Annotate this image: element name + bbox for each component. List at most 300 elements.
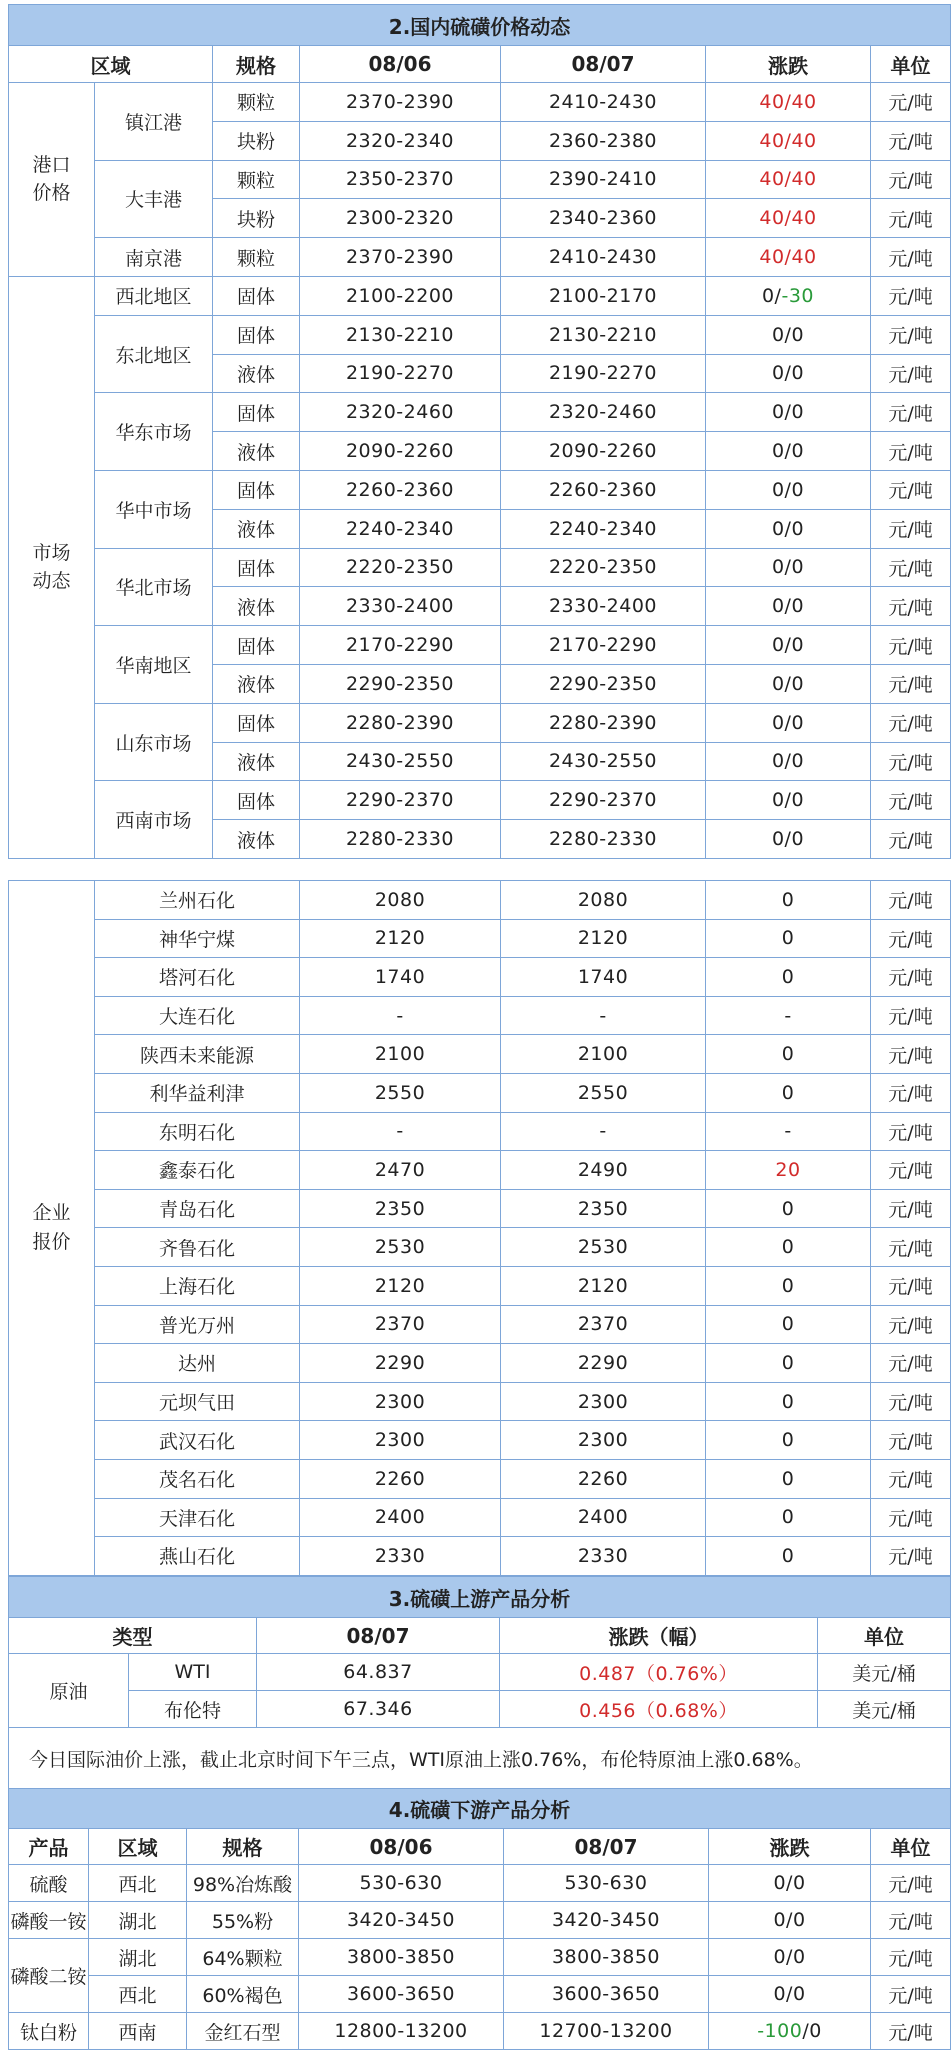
price-unit: 元/吨 [871, 703, 951, 742]
price-unit: 元/吨 [871, 1344, 951, 1383]
price-date-2: 2550 [501, 1073, 706, 1112]
table-row [9, 881, 951, 920]
table-row [9, 315, 951, 354]
table-row [9, 919, 951, 958]
product-spec: 60%褐色 [187, 1976, 299, 2013]
price-change: 20 [706, 1151, 871, 1190]
enterprise-name: 上海石化 [95, 1266, 300, 1305]
price-date-1: 2300 [300, 1421, 501, 1460]
price-change: 0 [706, 1382, 871, 1421]
price-date-2: 2400 [501, 1498, 706, 1537]
enterprise-quote-label: 企业 报价 [9, 881, 95, 1576]
enterprise-name: 齐鲁石化 [95, 1228, 300, 1267]
price-date-2: 2190-2270 [501, 354, 706, 393]
price-unit: 元/吨 [871, 1305, 951, 1344]
product-name: 磷酸一铵 [9, 1902, 89, 1939]
header-unit: 单位 [871, 46, 951, 83]
enterprise-name: 塔河石化 [95, 958, 300, 997]
table-row [9, 1305, 951, 1344]
price-change: 0 [706, 1035, 871, 1074]
price-date-2: 3800-3850 [504, 1939, 709, 1976]
table-row [9, 1344, 951, 1383]
product-spec: 64%颗粒 [187, 1939, 299, 1976]
enterprise-name: 鑫泰石化 [95, 1151, 300, 1190]
price-change: 0/0 [706, 820, 871, 859]
price-unit: 元/吨 [871, 881, 951, 920]
price-unit: 元/吨 [871, 1939, 951, 1976]
price-change: 0 [706, 1228, 871, 1267]
price-unit: 元/吨 [871, 1498, 951, 1537]
product-name: 硫酸 [9, 1865, 89, 1902]
table-row [9, 1382, 951, 1421]
price-date-1: 2290 [300, 1344, 501, 1383]
price-change: 0 [706, 958, 871, 997]
header-product: 产品 [9, 1829, 89, 1865]
price-date-2: 2290-2350 [501, 664, 706, 703]
price-date-1: 2370-2390 [300, 83, 501, 122]
port-price-label: 港口 价格 [9, 83, 95, 277]
price-unit: 元/吨 [871, 1073, 951, 1112]
price-change: 0/0 [709, 1902, 871, 1939]
price-date-2: 2280-2330 [501, 820, 706, 859]
table-row [9, 470, 951, 509]
price-date-1: 2240-2340 [300, 509, 501, 548]
enterprise-name: 天津石化 [95, 1498, 300, 1537]
price-unit: 元/吨 [871, 2013, 951, 2050]
header-change: 涨跌 [706, 46, 871, 83]
spec-cell: 块粉 [213, 199, 300, 238]
price-unit: 元/吨 [871, 276, 951, 315]
market-trend-label: 市场 动态 [9, 276, 95, 858]
price-change: 0/0 [706, 315, 871, 354]
row-name: 布伦特 [129, 1691, 257, 1728]
price-date-2: 2330 [501, 1537, 706, 1576]
spec-cell: 固体 [213, 315, 300, 354]
price-unit: 元/吨 [871, 199, 951, 238]
price-date-2: 2530 [501, 1228, 706, 1267]
price-unit: 元/吨 [871, 1266, 951, 1305]
price-date-2: 2280-2390 [501, 703, 706, 742]
row-name: WTI [129, 1654, 257, 1691]
table-row [9, 1498, 951, 1537]
table-row [9, 958, 951, 997]
price-unit: 元/吨 [871, 1382, 951, 1421]
price-date-1: 2090-2260 [300, 432, 501, 471]
price-date-2: 1740 [501, 958, 706, 997]
header-unit: 单位 [818, 1618, 951, 1654]
price-date-1: 2170-2290 [300, 626, 501, 665]
table-row [9, 276, 951, 315]
price-date-1: 12800-13200 [299, 2013, 504, 2050]
price-date-1: 2260-2360 [300, 470, 501, 509]
header-date-2: 08/07 [504, 1829, 709, 1865]
spec-cell: 固体 [213, 626, 300, 665]
price-date-2: 2320-2460 [501, 393, 706, 432]
price-date-2: 2350 [501, 1189, 706, 1228]
price-change: 0 [706, 881, 871, 920]
price-date-2: 2120 [501, 919, 706, 958]
price-change: 0/0 [709, 1939, 871, 1976]
price-date-2: 2290 [501, 1344, 706, 1383]
table-row [9, 160, 951, 199]
enterprise-name: 武汉石化 [95, 1421, 300, 1460]
spec-cell: 颗粒 [213, 160, 300, 199]
price-date-1: 2280-2330 [300, 820, 501, 859]
enterprise-name: 东明石化 [95, 1112, 300, 1151]
table-row [9, 1459, 951, 1498]
price-date-2: 2100 [501, 1035, 706, 1074]
price-date-1: 2100 [300, 1035, 501, 1074]
upstream-product-table [8, 1576, 951, 1790]
price-change: 0 [706, 919, 871, 958]
spec-cell: 固体 [213, 781, 300, 820]
price-unit: 元/吨 [871, 1421, 951, 1460]
price-date-2: - [501, 996, 706, 1035]
table-row [9, 393, 951, 432]
price-change: 40/40 [706, 121, 871, 160]
price-unit: 元/吨 [871, 996, 951, 1035]
header-spec: 规格 [187, 1829, 299, 1865]
price-date-1: 2320-2460 [300, 393, 501, 432]
location-name: 大丰港 [95, 160, 213, 238]
location-name: 华东市场 [95, 393, 213, 471]
price-date-1: 2470 [300, 1151, 501, 1190]
spec-cell: 液体 [213, 509, 300, 548]
price-date-2: 2100-2170 [501, 276, 706, 315]
spec-cell: 液体 [213, 432, 300, 471]
spec-cell: 固体 [213, 703, 300, 742]
price-change: 0/0 [706, 509, 871, 548]
header-change: 涨跌 [709, 1829, 871, 1865]
spec-cell: 颗粒 [213, 83, 300, 122]
spec-cell: 液体 [213, 664, 300, 703]
price-change-down: -100 [757, 2020, 803, 2042]
enterprise-name: 青岛石化 [95, 1189, 300, 1228]
price-date-2: 3420-3450 [504, 1902, 709, 1939]
enterprise-name: 茂名石化 [95, 1459, 300, 1498]
price-unit: 元/吨 [871, 121, 951, 160]
price-change: 0 [706, 1266, 871, 1305]
price-unit: 元/吨 [871, 664, 951, 703]
price-change: 0/0 [706, 393, 871, 432]
price-unit: 元/吨 [871, 1902, 951, 1939]
enterprise-name: 陕西未来能源 [95, 1035, 300, 1074]
price-date-1: 3600-3650 [299, 1976, 504, 2013]
price-change [706, 276, 871, 315]
price-unit: 元/吨 [871, 83, 951, 122]
enterprise-name: 普光万州 [95, 1305, 300, 1344]
price-date-2: 2220-2350 [501, 548, 706, 587]
price-unit: 元/吨 [871, 548, 951, 587]
price-date-1: 3420-3450 [299, 1902, 504, 1939]
price-date-2: 2300 [501, 1382, 706, 1421]
price-date-2: 2120 [501, 1266, 706, 1305]
price-change [709, 2013, 871, 2050]
table-row [9, 1035, 951, 1074]
price-change: 0/0 [709, 1865, 871, 1902]
spec-cell: 颗粒 [213, 238, 300, 277]
price-date-2: 2360-2380 [501, 121, 706, 160]
price-change: 0/0 [706, 587, 871, 626]
table-row [9, 1112, 951, 1151]
product-region: 西南 [89, 2013, 187, 2050]
price-date-2: 2090-2260 [501, 432, 706, 471]
price-date-1: 2320-2340 [300, 121, 501, 160]
price-date-1: - [300, 996, 501, 1035]
price-change: - [706, 1112, 871, 1151]
enterprise-name: 达州 [95, 1344, 300, 1383]
price-date-1: 2290-2370 [300, 781, 501, 820]
product-name: 钛白粉 [9, 2013, 89, 2050]
price-date-2: 3600-3650 [504, 1976, 709, 2013]
price-unit: 元/吨 [871, 509, 951, 548]
price-date-1: 2330 [300, 1537, 501, 1576]
table-row [9, 781, 951, 820]
product-region: 西北 [89, 1976, 187, 2013]
price-date-1: 2120 [300, 1266, 501, 1305]
row-value: 64.837 [257, 1654, 500, 1691]
enterprise-name: 燕山石化 [95, 1537, 300, 1576]
price-date-1: - [300, 1112, 501, 1151]
location-name: 南京港 [95, 238, 213, 277]
price-date-1: 2190-2270 [300, 354, 501, 393]
price-change: 0/0 [706, 354, 871, 393]
price-date-2: 12700-13200 [504, 2013, 709, 2050]
price-date-1: 3800-3850 [299, 1939, 504, 1976]
price-date-1: 2280-2390 [300, 703, 501, 742]
price-date-1: 2370 [300, 1305, 501, 1344]
price-change: 0 [706, 1421, 871, 1460]
price-unit: 元/吨 [871, 470, 951, 509]
table-row [9, 1421, 951, 1460]
product-spec: 金红石型 [187, 2013, 299, 2050]
product-region: 湖北 [89, 1902, 187, 1939]
spec-cell: 液体 [213, 587, 300, 626]
row-unit: 美元/桶 [818, 1691, 951, 1728]
table-row [9, 1151, 951, 1190]
enterprise-name: 元坝气田 [95, 1382, 300, 1421]
spec-cell: 固体 [213, 548, 300, 587]
price-unit: 元/吨 [871, 1151, 951, 1190]
price-date-1: 2290-2350 [300, 664, 501, 703]
spec-cell: 块粉 [213, 121, 300, 160]
enterprise-quote-table [8, 880, 951, 1576]
price-change: 0 [706, 1305, 871, 1344]
price-unit: 元/吨 [871, 1459, 951, 1498]
price-date-1: 2220-2350 [300, 548, 501, 587]
price-unit: 元/吨 [871, 393, 951, 432]
price-unit: 元/吨 [871, 1112, 951, 1151]
price-date-2: 2260-2360 [501, 470, 706, 509]
price-date-1: 2260 [300, 1459, 501, 1498]
price-change: 0/0 [706, 703, 871, 742]
price-change: 0/0 [709, 1976, 871, 2013]
price-date-1: 2350-2370 [300, 160, 501, 199]
price-unit: 元/吨 [871, 1228, 951, 1267]
price-date-1: 2100-2200 [300, 276, 501, 315]
table-row [9, 1266, 951, 1305]
enterprise-name: 神华宁煤 [95, 919, 300, 958]
spec-cell: 液体 [213, 354, 300, 393]
price-date-2: 2240-2340 [501, 509, 706, 548]
header-change-range: 涨跌（幅） [500, 1618, 818, 1654]
product-spec: 98%冶炼酸 [187, 1865, 299, 1902]
price-date-1: 2080 [300, 881, 501, 920]
market-note: 今日国际油价上涨，截止北京时间下午三点，WTI原油上涨0.76%，布伦特原油上涨0.68%。 [9, 1728, 951, 1790]
price-change: 0/0 [706, 781, 871, 820]
price-date-2: 2340-2360 [501, 199, 706, 238]
price-date-2: 2430-2550 [501, 742, 706, 781]
table-row [9, 238, 951, 277]
header-date-2: 08/07 [501, 46, 706, 83]
row-unit: 美元/桶 [818, 1654, 951, 1691]
location-name: 镇江港 [95, 83, 213, 161]
price-unit: 元/吨 [871, 781, 951, 820]
price-date-1: 2300-2320 [300, 199, 501, 238]
header-date-1: 08/06 [299, 1829, 504, 1865]
price-unit: 元/吨 [871, 1976, 951, 2013]
price-date-2: 2390-2410 [501, 160, 706, 199]
price-date-1: 2350 [300, 1189, 501, 1228]
price-change: - [706, 996, 871, 1035]
table-row [9, 626, 951, 665]
price-change: 40/40 [706, 199, 871, 238]
price-change: 0/0 [706, 470, 871, 509]
price-date-1: 2400 [300, 1498, 501, 1537]
price-date-1: 530-630 [299, 1865, 504, 1902]
enterprise-name: 兰州石化 [95, 881, 300, 920]
row-change: 0.487（0.76%） [500, 1654, 818, 1691]
spec-cell: 固体 [213, 393, 300, 432]
price-change: 40/40 [706, 83, 871, 122]
price-unit: 元/吨 [871, 1189, 951, 1228]
price-change: 40/40 [706, 238, 871, 277]
table-row [9, 548, 951, 587]
section-4-title: 4.硫磺下游产品分析 [9, 1789, 951, 1829]
location-name: 西北地区 [95, 276, 213, 315]
price-change-part: 0/ [761, 284, 782, 307]
spec-cell: 液体 [213, 820, 300, 859]
spec-cell: 固体 [213, 276, 300, 315]
table-row [9, 1189, 951, 1228]
price-date-2: 530-630 [504, 1865, 709, 1902]
table-row [9, 1228, 951, 1267]
price-date-1: 2300 [300, 1382, 501, 1421]
product-region: 湖北 [89, 1939, 187, 1976]
price-date-2: 2290-2370 [501, 781, 706, 820]
location-name: 山东市场 [95, 703, 213, 781]
price-date-2: 2490 [501, 1151, 706, 1190]
price-unit: 元/吨 [871, 626, 951, 665]
price-unit: 元/吨 [871, 919, 951, 958]
price-unit: 元/吨 [871, 238, 951, 277]
price-unit: 元/吨 [871, 160, 951, 199]
price-date-2: 2260 [501, 1459, 706, 1498]
price-date-2: 2170-2290 [501, 626, 706, 665]
table-row [9, 83, 951, 122]
price-date-1: 2130-2210 [300, 315, 501, 354]
price-unit: 元/吨 [871, 354, 951, 393]
domestic-sulfur-price-table [8, 4, 951, 859]
price-unit: 元/吨 [871, 1537, 951, 1576]
price-change: 0 [706, 1073, 871, 1112]
header-date-1: 08/06 [300, 46, 501, 83]
product-name: 磷酸二铵 [9, 1939, 89, 2013]
price-change: 0/0 [706, 548, 871, 587]
crude-oil-label: 原油 [9, 1654, 129, 1728]
table-row [9, 1537, 951, 1576]
price-date-2: 2410-2430 [501, 238, 706, 277]
price-date-1: 2120 [300, 919, 501, 958]
price-unit: 元/吨 [871, 315, 951, 354]
row-value: 67.346 [257, 1691, 500, 1728]
table-row [9, 996, 951, 1035]
price-change-rest: /0 [802, 2020, 822, 2042]
section-2-title: 2.国内硫磺价格动态 [9, 5, 951, 46]
spec-cell: 固体 [213, 470, 300, 509]
price-change: 40/40 [706, 160, 871, 199]
table-row [9, 1073, 951, 1112]
price-unit: 元/吨 [871, 587, 951, 626]
price-unit: 元/吨 [871, 820, 951, 859]
header-spec: 规格 [213, 46, 300, 83]
price-change: 0 [706, 1459, 871, 1498]
price-unit: 元/吨 [871, 958, 951, 997]
spec-cell: 液体 [213, 742, 300, 781]
price-date-2: 2330-2400 [501, 587, 706, 626]
price-unit: 元/吨 [871, 742, 951, 781]
price-change: 0/0 [706, 742, 871, 781]
header-date: 08/07 [257, 1618, 500, 1654]
price-date-1: 2430-2550 [300, 742, 501, 781]
price-date-1: 2530 [300, 1228, 501, 1267]
row-change: 0.456（0.68%） [500, 1691, 818, 1728]
location-name: 华中市场 [95, 470, 213, 548]
product-region: 西北 [89, 1865, 187, 1902]
header-region: 区域 [89, 1829, 187, 1865]
price-date-2: - [501, 1112, 706, 1151]
price-date-1: 2550 [300, 1073, 501, 1112]
location-name: 华北市场 [95, 548, 213, 626]
price-change: 0 [706, 1344, 871, 1383]
price-date-1: 2370-2390 [300, 238, 501, 277]
price-date-1: 2330-2400 [300, 587, 501, 626]
price-change-down: -30 [781, 284, 815, 307]
price-date-2: 2370 [501, 1305, 706, 1344]
price-change: 0/0 [706, 432, 871, 471]
price-date-2: 2130-2210 [501, 315, 706, 354]
location-name: 东北地区 [95, 315, 213, 393]
enterprise-name: 大连石化 [95, 996, 300, 1035]
product-spec: 55%粉 [187, 1902, 299, 1939]
price-change: 0 [706, 1537, 871, 1576]
price-unit: 元/吨 [871, 432, 951, 471]
header-type: 类型 [9, 1618, 257, 1654]
location-name: 华南地区 [95, 626, 213, 704]
price-change: 0/0 [706, 664, 871, 703]
price-change: 0/0 [706, 626, 871, 665]
price-unit: 元/吨 [871, 1865, 951, 1902]
section-3-title: 3.硫磺上游产品分析 [9, 1577, 951, 1618]
price-change: 0 [706, 1189, 871, 1228]
downstream-product-table [8, 1788, 951, 2050]
table-row [9, 703, 951, 742]
price-date-2: 2080 [501, 881, 706, 920]
header-unit: 单位 [871, 1829, 951, 1865]
price-unit: 元/吨 [871, 1035, 951, 1074]
location-name: 西南市场 [95, 781, 213, 859]
price-date-2: 2300 [501, 1421, 706, 1460]
